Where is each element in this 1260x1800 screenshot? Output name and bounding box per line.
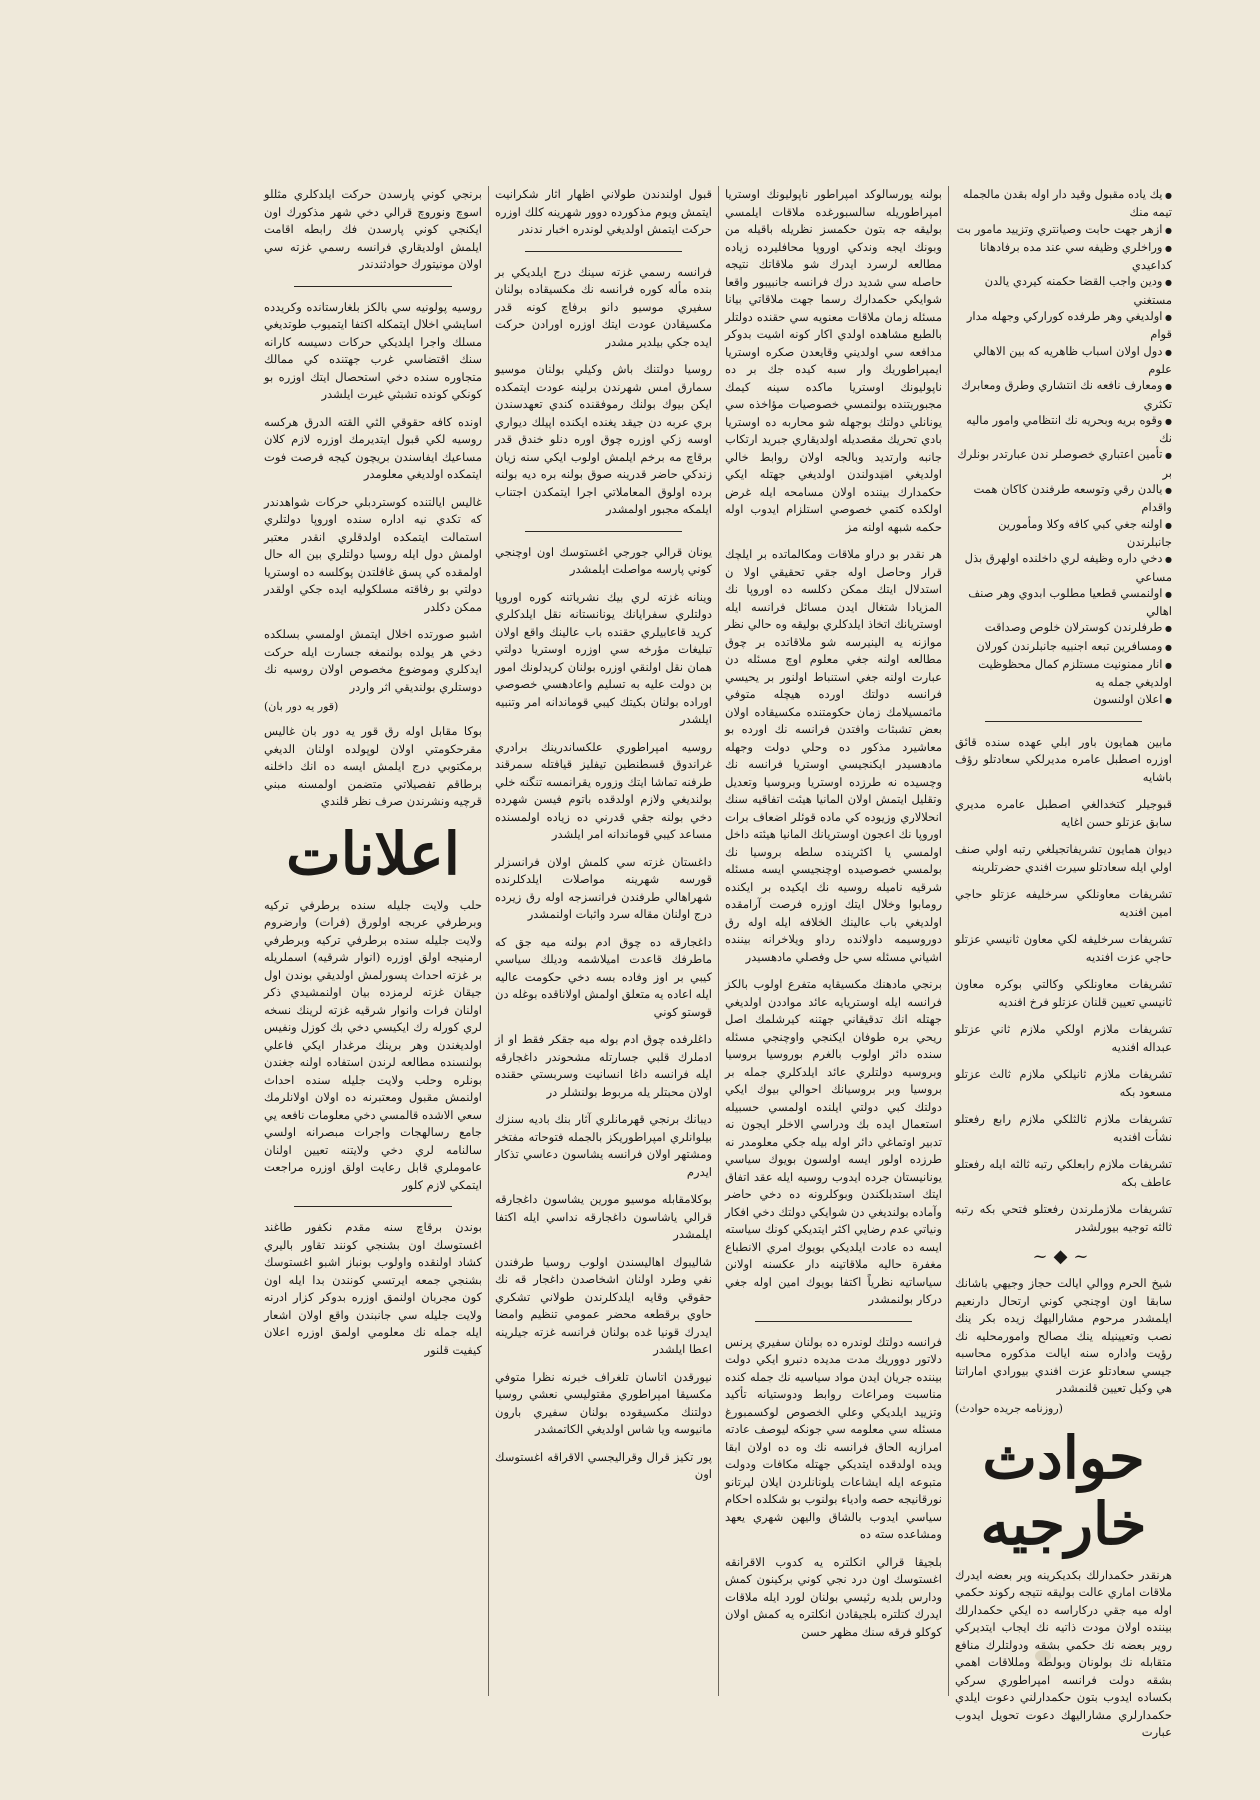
decree-bullet-item: ● انار ممنونيت مستلزم كمال محظوظيت اولديغي جمله يه bbox=[955, 656, 1172, 691]
article-paragraph: فرانسه رسمي غزته سينك درج ايلديكي بر بنده مأله كوره فرانسه نك مكسيقاده بولنان سفيري موسيو دانو برفاچ كونه قدر مكسيقادن عودت ايتك اوزره اورادن حركت ايده جكي بيلدير مشدر bbox=[495, 264, 712, 349]
decree-bullet-item: ● دول اولان اسباب ظاهريه كه بين الاهالي علوم bbox=[955, 343, 1172, 378]
appointment-paragraph: تشريفات ملازم اولكي ملازم ثاني عزتلو عبداله افنديه bbox=[955, 1022, 1172, 1054]
column-4 bbox=[258, 186, 488, 1696]
announcement-paragraph: حلب ولايت جليله سنده برطرفي تركيه وبرطرفي عربجه اولورق (فرات) وارضروم ولايت جليله سنده برطرفي تركيه وبرطرفي ارمنيجه اولق اوزره (انوار شرقيه) اسملريله بر غزته احداث پسورلمش اولديقي بوندن اول جيقان غزته لرمزده بيان اولنمشيدي ذكر اولنان فرات وانوار شرقيه غزته لرينك نسخه لري كورله رك ايكيسي دخي بك كوزل ونفيس اولديغندن وهر برينك مرغدار ايكي فاعلي بولنسنده مطالعه لرندن استفاده اولنه جغندن بونلره وحلب ولايت جليله سنده احداث اولنمش مقبول ومعتبرنه ده اولان اولانلرمك سعي الاشده قالمسي دخي معلومات نافعه يي جامع رسالهجات واجرات مبصرانه اولسي سالنامه لري دخي ولايتنه تعيين اولنان عاموملري قابل رعايت اولق اوزره مراجعت ايتمكي لازم كلور bbox=[264, 897, 482, 1192]
section-headline-foreign-news: حوادث خارجيه bbox=[980, 1423, 1147, 1558]
appointment-paragraph: تشريفات معاونلكي سرخليفه عزتلو حاجي امين افنديه bbox=[955, 887, 1172, 919]
decree-bullet-item: ● اولنمسي قطعيا مطلوب ابدوي وهر صنف اهالي bbox=[955, 585, 1172, 620]
decree-bullet-item: ● ومسافرين تبعه اجنبيه جانبلرندن كورلان bbox=[955, 638, 1172, 656]
column-1 bbox=[948, 186, 1178, 1740]
article-paragraph: برنجي مادهنك مكسيقايه متفرع اولوب بالكز فرانسه ايله اوستريايه عائد مواددن اولديغي جهتله انك تدقيقاني جهتنه كيرشلمك اصل ريحي بره طوفان ايكنجي واوچنجي مسئله سنده دائر اولوب بالغرم بوروسيا بروسيا وبروسيه دولتلري عائد ايلدكلري جمله بر بروسيا وبر بروسيانك احوالي بيوك ايكي دولتك كبي دولتي ايلنده اولمسي حسبيله استعمال ايده بك ودراسي الاخلر ايجون نه تدبير اوتماغي دائر اوله بيله جكي معلومدر نه طرزده اولور ايسه اولسون بويوك سياسي يونانيستان جرده ايدوب روسيه ايله عقد اتفاق ايتك استدبلكندن وبوكلرونه ده دخي حاضر وآماده بولنديغي دن شوايكي دولتك دخي افكار ونياتي عدم رضايي اكثر ايتديكي كونك سياسته ايسه ده عادت ايلديكي بويوك امري الانطباع مغفرة حاليه ملاقاتينه دار عكسنه اولانن سياساتيه نظرياً اكتفا بويوك امين اوله جغي دركار بولنمشدر bbox=[725, 977, 942, 1306]
decree-bullet-item: ● وراخلري وظيفه سي عند مده برفادهانا كداعيدي bbox=[955, 239, 1172, 274]
article-paragraph: بوكا مقابل اوله رق قور يه دور بان غاليس مقرحكومتي اولان لوپولده اولنان الديغي برمكتوبي درج ايلمش ايسه ده انك داخلنه برطاقم تفصيلاتي متضمن اولمسنه مبني قرچيه ونشرندن صرف نظر قلندي bbox=[264, 724, 482, 808]
section-divider bbox=[294, 286, 452, 287]
article-paragraph: اشبو صورتده اخلال ايتمش اولمسي بسلكده دخي هر يولده بولنمغه جسارت ايله حركت ايدكلري وموضوع مخصوص اولان روسيه نك دوستلري بولنديقي اثر واردر bbox=[264, 627, 482, 694]
article-paragraph: يونان قرالي جورجي اغستوسك اون اوچنجي كوني پارسه مواصلت ايلمشدر bbox=[495, 544, 712, 576]
newspaper-page bbox=[26, 186, 1178, 1740]
quoted-toast: داغجارقه ده چوق ادم بولنه ميه جق كه ماطرفك قاعدت اميلاشمه وديلك سياسي كيبي بر اوز وفاده بسه دخي حكومت عاليه ايله اعاده يه متعلق اولمش اولاناقده بوغله دن قوستو كوني bbox=[495, 934, 712, 1019]
decree-bullet-item: ● يك ياده مقبول وقيد دار اوله بقدن مالجمله تيمه منك bbox=[955, 186, 1172, 221]
decree-bullet-item: ● ازهر جهت حابت وصيانتري وتزييد مامور بت bbox=[955, 221, 1172, 239]
decree-bullet-item: ● طرفلرندن كوسترلان خلوص وصداقت bbox=[955, 619, 1172, 637]
article-paragraph: برنجي كوني پارسدن حركت ايلدكلري مثللو اسوچ ونوروچ قرالي دخي شهر مذكورك اون ايكنجي كوني پارسدن فك رابطه اقامت ايلمش اولديقاري فرانسه رسمي غزته سي اولان مونيتورك حوادثندندر bbox=[264, 187, 482, 271]
appointment-paragraph: تشريفات معاونلكي وكالتي بوكره معاون ثانيسي تعيين قلنان عزتلو فرخ افنديه bbox=[955, 977, 1172, 1009]
appointment-paragraph: قبوجيلر كتخدالغي اصطبل عامره مديري سابق عزتلو حسن اغايه bbox=[955, 797, 1172, 829]
appointment-paragraph: تشريفات ملازملرندن رفعتلو فتحي بكه رتبه ثالثه توجيه بيورلشدر bbox=[955, 1202, 1172, 1234]
foreign-news-paragraph: هرنقدر حكمدارلك بكديكرينه وير بعضه ايدرك ملاقات اماري عالت بوليقه نتيجه ركوند حكمي اوله ميه جقي دركاراسه ده ايكي حكمدارلك بيننده اولان مودت ذاتيه نك ايجاب ايتديركي روير بعضه نك حكمي بشقه ودولتلرك منافع متقابله نك بولونان وبولطه ومللاقات اهمي بشقه دولت فرانسه امپراطوري سركي بكساده ايدوب بتون حكمدارلني دعوت ايلدي حكمدارلري مشاراليهك دعوت تحويل ايدوب عبارت bbox=[955, 1567, 1172, 1740]
quoted-toast: بوكلامقابله موسيو مورين يشاسون داغجارقه قرالي ياشاسون داغجارقه نداسي ايله اكتفا ايلمشدر bbox=[495, 1192, 712, 1241]
section-divider bbox=[294, 1206, 452, 1207]
section-divider bbox=[755, 1321, 912, 1322]
appointment-paragraph: تشريفات سرخليفه لكي معاون ثانيسي عزتلو حاجي عزت افنديه bbox=[955, 932, 1172, 964]
article-paragraph: هر نقدر بو دراو ملاقات ومكالماتده بر ايلچك قرار وحاصل اوله جقي تحقيقي اولا ن استدلال ايتك ممكن دكلسه ده اوروپا نك المزيادا شتغال ايدن مسائل فرانسه ايله اوستريانك اتخاذ ايلدكلري بوليقه وه حالي نظر موازنه يه الينيرسه شو ملاقاتده بر چوق مطالعه اولنه جغي معلوم اوچ مسئله دن عبارت اولنه جغي استنباط اولنور بر يحيسي فرانسه دولتك اورده هيچله متوفي ماثمسيلامك زمان حكومتنده مكسيقاده اولان بعض تشبثات وافتدن فرانسه نك اورده بو معاشيرد مذكور ده وحلي دولت وجهله مادهسيدر ايكنجيسي اوستريا فرانسه نك وچسيده نه طرزده اوستريا وبروسيا وتعديل وتقليل ايتمش اولان المانيا هيئت اتفاقيه سنك انحلالاري وزيوده كي ماده قوئلر اضعاف برات اوروپا نك اعجون اوستريانك المانيا هيئته داخل اولمسي يا اكثرينده سلطه بروسيا نك بولمسي خصوصيده اوچنجيسي ايسه مسئله شرقيه ناميله روسيه نك ايكيده بر ايكنده رومابوا وخلال ايتك اوزره فرصت آرامقده اولديغي باب عالينك الخلافه ايله اوله رق دوروسيمه داولانده رداو ويلاخرانه بيننده اشياني مسئله سي حل وفصلي مادهسيدر bbox=[725, 547, 942, 964]
decree-bullet-item: ● ومعارف نافعه نك انتشاري وطرق ومعابرك تكثري bbox=[955, 377, 1172, 412]
appointment-paragraph: تشريفات ملازم ثالثلكي ملازم رابع رفعتلو نشأت افنديه bbox=[955, 1112, 1172, 1144]
article-paragraph: بولنه يورسالوكد امپراطور ناپوليونك اوستريا امپراطوريله سالسبورغده ملاقات ايلمسي بوليقه جه بتون حكمسز نظريله باقيله من وبونك ايجه وندكي اوروپا محافليرده زياده مطالعه لرسرد ايدرك شو ملاقاتك نتيجه حاصله سي شديد درك فرانسه جانبيبور واقعا شوايكي حكمدارك رسما جهت ملاقاتي بيانا مسئله زمان ملاقات معنويه سي حقنده دولتلر بالطبع مشاهده اولدي اكار كونه اشيت بدوكر مدافعه سي اولديني وقايعدن صكره اوستريا ايمپراطوريك وار سبه كيده جك بر ده ناپوليونك اوستريا ماكده سينه كيمك مجبوريتنده بولنمسي خصوصيات مؤاخذه سي يونانلي دولتك بوجهله شو محاربه ده اوستريا بادي تحريك مقصديله اولديقاري جبريد ارتكاب جانبه وارتديد وبالجه اولان روابط خالي اولديغي اميدولندن اولديغي جهتله ايكي حكمدارك بيننده اولان مسامحه ايله غرض اولكده كتمي خصوصي استلزام ايدوب اوله حكمه شبهه اولنه مز bbox=[725, 187, 942, 534]
decree-bullet-item: ● يالدن رقي وتوسعه طرفندن كاكان همت واقدام bbox=[955, 481, 1172, 516]
article-paragraph: وينانه غزته لري بيك نشرياتنه كوره اوروپا دولتلري سفرايانك يونانستانه نقل ايلدكلري كريد قاعابيلري حقنده باب عالينك واقع اولان تبليغات مؤرخه سي اوزره اوستريا دولتي همان نقل اولنقي اوزره بولنان كريدلونك امور بن دولت عليه به تسليم واعادهسي خصوصي اوراده بولنان بكيتك كيبي قوماندانه امر وتنبيه ايلشدر bbox=[495, 589, 712, 726]
column-2 bbox=[718, 186, 948, 1696]
article-paragraph: قبول اولندندن طولاني اظهار اثار شكرانيت ايتمش ويوم مذكورده دوور شهرينه كلك اوزره حركت ايتمش اولديغي لوندره اخبار ندندر bbox=[495, 187, 712, 236]
article-paragraph: پور تكيز قرال وقراليجسي الاقراقه اغستوسك اون bbox=[495, 1449, 712, 1481]
article-paragraph: فرانسه دولتك لوندره ده بولنان سفيري پرنس دلاتور دووريك مدت مديده دنبرو ايكي دولت بيننده جريان ايدن مواد سياسيه نك جمله كنده مناسبت ومراعات روابط ودوستيانه تأكيد وتزييد ايلديكي وعلي الخصوص لوكسمبورغ مسئله سي معلومه سي جونكه ليوصف عادته امرازيه الحاق فرانسه نك وه ده اولان ابقا ويده اولدقده ايتديكي جهتله مكافات ودولت متبوعه ايله ايشاعات يلونانلردن ايلان ليرتانو نورقانيجه حصه وادياء بولنوب بو شكلده احكام سياسي ايدوب بالشاق واليهن شهري يعهد ومشاعده سته ده bbox=[725, 1334, 942, 1541]
article-paragraph: روسيه امپراطوري علكساندرينك برادري غراندوق قسطنطين تيفليز قيافتله سمرقند طرفنه تماشا ايتك وزوره يقرانمسه تنگنه خلي بولنديغي ولازم اولدقده باتوم فيسن شهرده دخي بولنه جقي قدرني ده زياده اولمسنده مساعد كيبي قوماندانه امر ايلشدر bbox=[495, 739, 712, 841]
article-paragraph: داغستان غزته سي كلمش اولان فرانسزلر قورسه شهرينه مواصلات ايلدكلرنده شهراهالي طرفندن فرانسزجه اوله رق زيرده درج اولنان مقاله سرد واثبات اولنمشدر bbox=[495, 854, 712, 921]
article-paragraph: روسيه پولونيه سي بالكز بلغارستانده وكريدده اسايشي اخلال ايتمكله اكتفا ايتميوب طوتديغي مسلك واجرا ايلديكي حركات دسيسه كارانه سنك اقتضاسي غرب جهتنده كي ممالك متجاوره سنده دخي استحصال ايتك اوزره بو كونكي كونده تشبثي غيرت ايلشدر bbox=[264, 299, 482, 401]
section-divider bbox=[525, 251, 682, 252]
decree-bullet-item: ● ودين واجب القضا حكمنه كيردي يالدن مستغني bbox=[955, 273, 1172, 308]
quoted-toast: داغلرفده چوق ادم بوله ميه جقكر فقط او از ادملرك قلبي جسارتله مشحوندر داغجارقه ايله فرانسه داغا انسانيت وسربستي حقنده اولان محبتلر يله مربوط بولنشلر در bbox=[495, 1032, 712, 1099]
decree-bullet-item: ● تأمين اعتباري خصوصلر ندن عبارتدر بونلرك بر bbox=[955, 446, 1172, 481]
ornament-divider: ~◆~ bbox=[1032, 1246, 1095, 1268]
section-divider bbox=[525, 531, 682, 532]
section-divider bbox=[985, 721, 1142, 722]
appointment-paragraph: مابين همايون باور ابلي عهده سنده قائق اوزره اصطبل عامره مديرلكي سعادتلو رؤف باشايه bbox=[955, 734, 1172, 784]
hijaz-news-paragraph: شيخ الحرم ووالي ايالت حجاز وجيهي باشانك سابقا اون اوچنجي كوني ارتحال دارنعيم ايلمشدر مرحوم مشاراليهك زيده بكر ينك نصب وتعيينيله ينك مصالح وامورمحليه نك رؤيت واداره سنه ايالت مذكوره محاسبه جيسي سعادتلو عزت افندي بيورادي اماراتنا هي وكيل تعيين قلنمشدر bbox=[955, 1276, 1172, 1396]
appointment-paragraph: ديوان همايون تشريفاتجيلغي رتبه اولي صنف اولي ايله سعادتلو سيرت افندي حضرتلرينه bbox=[955, 842, 1172, 874]
source-attribution: (روزنامه جريده حوادث) bbox=[955, 1401, 1063, 1415]
appointment-paragraph: تشريفات ملازم رابعلكي رتبه ثالثه ايله رفعتلو عاطف بكه bbox=[955, 1157, 1172, 1189]
decree-bullet-item: ● دخي داره وظيفه لري داخلنده اولهرق بذل مساعي bbox=[955, 550, 1172, 585]
decree-bullet-item: ● اعلان اولنسون bbox=[955, 691, 1172, 709]
article-paragraph: روسيا دولتنك باش وكيلي بولنان موسيو سمارق امس شهرندن برلينه عودت ايتمكده ايكن بيوك بولنك رموفقنده كندي تعهدسندن بري عربه دن جيقد يغنده ايكنده اپيلك ديواري اوسه زكي اوزره چوق اوره دنلو خندق قدر برقاچ مه برخم ايلمش اولوب ايكي سنه زيان زندكي حاضر قدرينه صوق بولنه بره ديه بولنه برده اولوق المعاملاتي اجرا ايتمكدن اجتناب ايلمكه مجبور اولمشدر bbox=[495, 362, 712, 516]
article-paragraph: نيورقدن اتاسان تلغراف خبرنه نظرا متوفي مكسيقا امپراطوري مقتوليسي نعشي روسيا دولتنك مكسيقوده بولنان سفيري بارون مانيوسه ويا شاس اولديغي الكاتمشدر bbox=[495, 1369, 712, 1436]
article-paragraph: شاليبوك اهاليسندن اولوب روسيا طرفندن نفي وطرد اولنان اشخاصدن داغجار قه نك حقوقي وقايه ايلدكلرندن طولاني تشكري حاوي برقطعه محضر عمومي تنظيم وامضا ايدرك قونيا غده بولنان فرانسه غزته جيلرينه اعطا ايلشدر bbox=[495, 1254, 712, 1356]
decree-bullet-item: ● وقوه بريه وبحريه نك انتظامي وامور ماليه نك bbox=[955, 412, 1172, 447]
source-attribution: (قور يه دور بان) bbox=[264, 700, 339, 713]
section-headline-announcements: اعلانات bbox=[286, 819, 460, 888]
decree-bullet-item: ● اولنه جغي كبي كافه وكلا ومأمورين جانبلرندن bbox=[955, 516, 1172, 551]
decree-bullet-list bbox=[955, 186, 1172, 709]
announcement-paragraph: بوندن برقاچ سنه مقدم نكفور طاغند اغستوسك اون بشنجي كونند تقاور باليري كشاد اولنقده واولوب بونباز اشبو اغستوسك بشنجي جمعه ايرتسي كونندن بدا ايله اون كون مجربان اولنمق اوزره بدوكر كزار ادرنه ولايت جليله سي جانبندن واقع اولان اشعار ايله جمله نك معلومي اولمق اوزره اعلان كيفيت قلنور bbox=[264, 1220, 482, 1357]
article-paragraph: اونده كافه حقوقي الثي القته الدرق هركسه روسيه لكي قبول ايتديرمك اوزره لازم كلان مساعيك ايفاسندن بريچون كيجه فرصت فوت ايتمكده اولديغي معلومدر bbox=[264, 414, 482, 481]
article-paragraph: بلجيقا قرالي انكلتره يه كدوب الاقرانقه اغستوسك اون درد نجي كوني بركينون كمش ودارس بلديه رئيسي بولنان لورد ايله ملاقات ايدرك كتلتره بلجيقادن انكلتره يه كمش اولان كوكلو فرقه سنك مظهر حسن bbox=[725, 1554, 942, 1639]
decree-bullet-item: ● اولديغي وهر طرفده كوراركي وجهله مدار قوام bbox=[955, 308, 1172, 343]
article-paragraph: غاليس ايالتنده كوستردبلي حركات شواهدندر كه تكدي نيه اداره سنده اوروپا دولتلري استمالت ايتمكده اولدقلري انقدر معتبر اولمش دول ايله روسيا دولتلري بين اله حال اولمقده كي پسق غافلتدن پوكلسه ده اوستريا دولتي بو رفاقته مسلكوليه ايده جكي اولقدر ممكن دكلدر bbox=[264, 494, 482, 614]
quoted-toast: ديبانك برنجي قهرمانلري آثار بنك باديه سنزك بيلوانلري امپراطوريكز بالجمله فتوحاته مفتخر ومشتهر اولان فرانسه يشاسون دعاسي تذكار ايدرم bbox=[495, 1112, 712, 1179]
column-3 bbox=[488, 186, 718, 1696]
appointment-paragraph: تشريفات ملازم ثانيلكي ملازم ثالث عزتلو مسعود بكه bbox=[955, 1067, 1172, 1099]
